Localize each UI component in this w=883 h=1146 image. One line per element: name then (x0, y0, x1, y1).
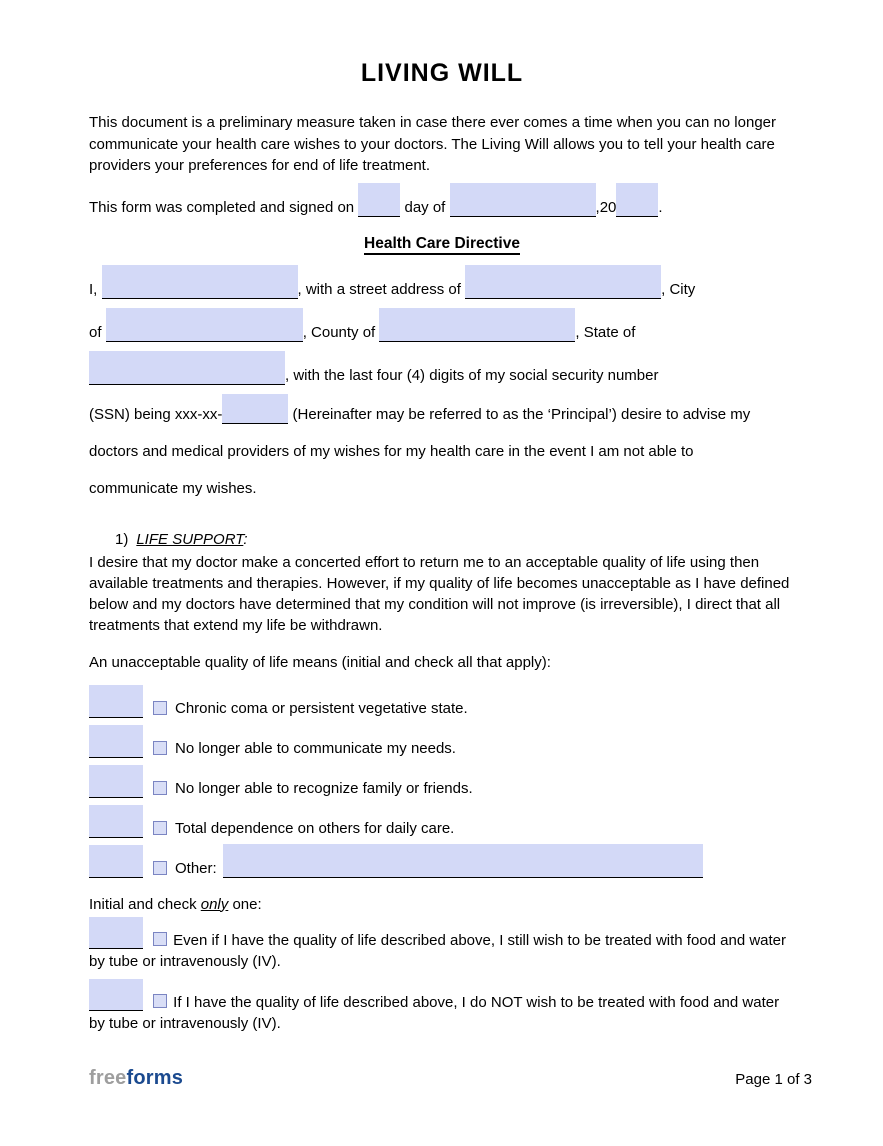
ssn-last4-field[interactable] (222, 394, 288, 424)
initials-field-communicate-needs[interactable] (89, 725, 143, 758)
health-care-directive-heading: Health Care Directive (89, 234, 795, 253)
county-field[interactable] (379, 308, 575, 342)
only-one-prompt: Initial and check only one: (89, 895, 262, 913)
checkbox-communicate-needs[interactable] (153, 741, 167, 755)
checklist-label: Total dependence on others for daily care. (175, 819, 455, 837)
signed-day-field[interactable] (358, 183, 400, 217)
initials-field-recognize-family[interactable] (89, 765, 143, 798)
other-description-field[interactable] (223, 844, 703, 878)
checkbox-other[interactable] (153, 861, 167, 875)
section-number: 1) (115, 530, 129, 548)
exclusive-option-feed-yes (89, 917, 795, 973)
page-title: LIVING WILL (360, 59, 524, 87)
signed-date-line (89, 183, 795, 218)
checklist-row-chronic-coma (89, 678, 795, 718)
exclusive-option-label: Even if I have the quality of life described above, I still wish to be treated with food and water by tube or intravenously (IV). (89, 931, 787, 970)
page-footer (89, 1067, 812, 1090)
city-field[interactable] (106, 308, 303, 342)
freeforms-logo: freeforms (89, 1067, 184, 1089)
signed-date-text-1: This form was completed and signed on (89, 198, 355, 216)
checklist-label: Chronic coma or persistent vegetative state. (175, 699, 468, 717)
quality-of-life-prompt: An unacceptable quality of life means (initial and check all that apply): (89, 653, 551, 671)
directive-text-line-6: communicate my wishes. (89, 479, 257, 497)
checklist-label: No longer able to recognize family or friends. (175, 779, 473, 797)
checklist-label: No longer able to communicate my needs. (175, 739, 456, 757)
checkbox-recognize-family[interactable] (153, 781, 167, 795)
exclusive-option-label: If I have the quality of life described above, I do NOT wish to be treated with food and water by tube or intravenously (IV). (89, 993, 780, 1032)
checklist-row-communicate-needs (89, 718, 795, 758)
life-support-title: LIFE SUPPORT (136, 530, 244, 548)
initials-field-feed-yes[interactable] (89, 917, 143, 949)
city-county-line: of , County of , State of (89, 308, 795, 351)
life-support-paragraph: I desire that my doctor make a concerted effort to return me to an acceptable quality of life using then available treatments and therapies. However, if my quality of life becomes unacceptable as I have defined below and my doctors have determined that my condition will not improve (is irreversible), I direct that all treatments that extend my life be withdrawn. (89, 553, 790, 634)
page-number: Page 1 of 3 (735, 1071, 812, 1088)
life-support-section-heading: 1) LIFE SUPPORT: (115, 530, 248, 548)
initials-field-other[interactable] (89, 845, 143, 878)
signed-year-field[interactable] (616, 183, 658, 217)
initials-field-feed-no[interactable] (89, 979, 143, 1011)
checklist-row-total-dependence (89, 798, 795, 838)
checklist-label: Other: (175, 859, 217, 877)
checklist-row-recognize-family (89, 758, 795, 798)
principal-name-field[interactable] (102, 265, 298, 299)
directive-text-line-5: doctors and medical providers of my wishes for my health care in the event I am not able to (89, 442, 694, 460)
initials-field-total-dependence[interactable] (89, 805, 143, 838)
ssn-line: (SSN) being xxx-xx- (Hereinafter may be referred to as the ‘Principal’) desire to advise my (89, 394, 795, 433)
intro-paragraph: This document is a preliminary measure taken in case there ever comes a time when you can no longer communicate your health care wishes to your doctors. The Living Will allows you to tell your health care providers your preferences for end of life treatment. (89, 114, 777, 174)
signed-date-text-4: . (658, 198, 663, 216)
checkbox-chronic-coma[interactable] (153, 701, 167, 715)
checklist-row-other (89, 838, 795, 878)
checkbox-total-dependence[interactable] (153, 821, 167, 835)
signed-date-text-2: day of (404, 198, 446, 216)
signed-date-text-3: ,20 (595, 198, 617, 216)
principal-name-line: I, , with a street address of , City (89, 265, 795, 308)
signed-month-field[interactable] (450, 183, 596, 217)
checkbox-feed-no[interactable] (153, 994, 167, 1008)
street-address-field[interactable] (465, 265, 661, 299)
state-line: , with the last four (4) digits of my social security number (89, 351, 795, 394)
state-field[interactable] (89, 351, 285, 385)
initials-field-chronic-coma[interactable] (89, 685, 143, 718)
exclusive-option-feed-no (89, 979, 795, 1035)
checkbox-feed-yes[interactable] (153, 932, 167, 946)
